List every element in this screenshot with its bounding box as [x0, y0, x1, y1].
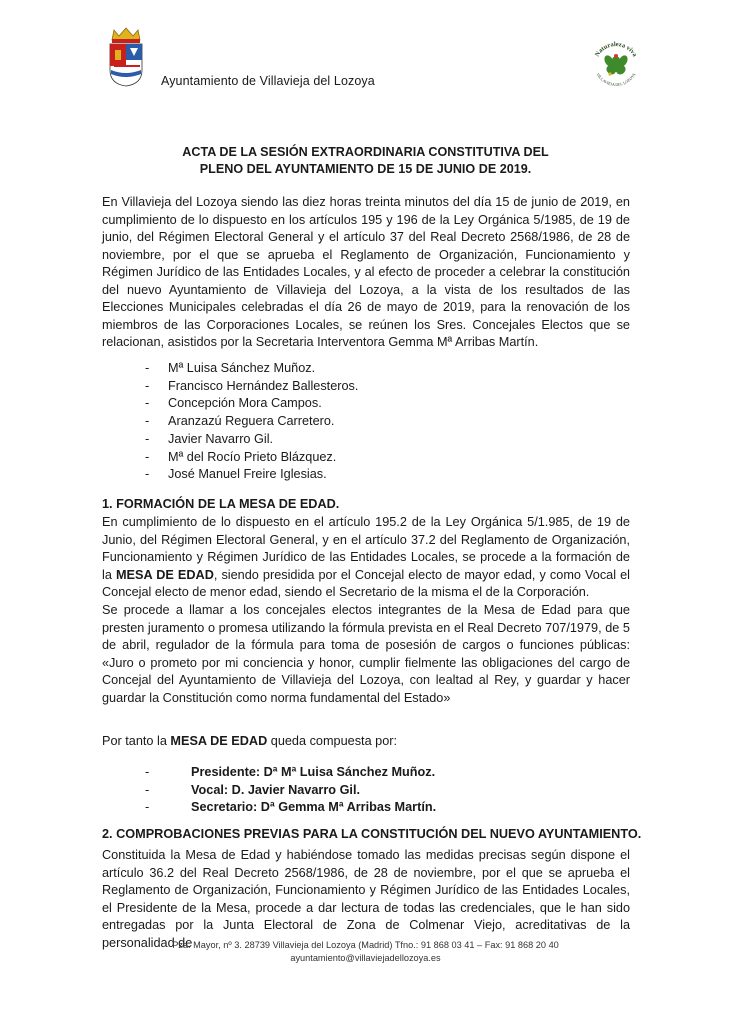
page-footer [0, 939, 731, 964]
councillor-name: Javier Navarro Gil. [168, 431, 274, 446]
list-dash: - [145, 782, 150, 797]
section-1-paragraph-1 [102, 514, 630, 602]
section-2-text: Constituida la Mesa de Edad y habiéndose tomado las medidas precisas según dispone el artículo 36.2 del Real Decreto 2568/1986, de 28 de noviembre, por el que se aprueba el Reglamento de Organización, Funcionamiento y Régimen Jurídico de las Entidades Locales, el Presidente de la Mesa, procede a dar lectura de todas las credenciales, que le han sido entregadas por la Junta Electoral de Zona de Colmenar Viejo, acreditativas de la personalidad de [102, 848, 630, 950]
svg-text:VILLAVIEJA DEL LOZOYA [595, 72, 636, 87]
section-1-heading: 1. FORMACIÓN DE LA MESA DE EDAD. [102, 497, 340, 511]
list-item [145, 378, 358, 396]
naturaleza-viva-logo [586, 34, 646, 94]
list-item [145, 466, 358, 484]
mesa-de-edad-bold: MESA DE EDAD [115, 567, 214, 582]
text-run: Por tanto la [102, 734, 171, 748]
list-item [145, 764, 436, 782]
footer-email: ayuntamiento@villaviejadellozoya.es [290, 952, 441, 963]
list-dash: - [145, 467, 150, 482]
member-text: Secretario: Dª Gemma Mª Arribas Martín. [191, 800, 437, 815]
list-item [145, 413, 358, 431]
list-dash: - [145, 378, 150, 393]
section-2-heading: 2. COMPROBACIONES PREVIAS PARA LA CONSTITUCIÓN DEL NUEVO AYUNTAMIENTO. [102, 827, 642, 841]
section-1-paragraph-3 [102, 733, 630, 751]
list-item [145, 799, 436, 817]
section-2-paragraph-1 [102, 847, 630, 952]
header-title: Ayuntamiento de Villavieja del Lozoya [161, 74, 375, 88]
councillor-name: Francisco Hernández Ballesteros. [168, 378, 359, 393]
list-dash: - [145, 449, 150, 464]
councillor-name: Concepción Mora Campos. [168, 396, 322, 411]
document-title [0, 144, 731, 177]
list-item [145, 431, 358, 449]
text-run: , siendo presidida por el Concejal electo de mayor edad, y como Vocal el Concejal electo de menor edad, siendo el Secretario de la misma el de la Corporación. [102, 567, 630, 599]
list-item [145, 360, 358, 378]
list-dash: - [145, 414, 150, 429]
member-text: Vocal: D. Javier Navarro Gil. [191, 782, 361, 797]
logo-arc-text-bottom: VILLAVIEJA DEL LOZOYA [595, 71, 637, 88]
intro-text: En Villavieja del Lozoya siendo las diez horas treinta minutos del día 15 de junio de 2019, en cumplimiento de lo dispuesto en los artículos 195 y 196 de la Ley Orgánica 5/1985, de 19 de junio, del Régimen Electoral General y el artículo 37 del Real Decreto 2568/1986, de 28 de noviembre, por el que se aprueba el Reglamento de Organización, Funcionamiento y Régimen Jurídico de las Entidades Locales, y al efecto de proceder a celebrar la constitución del nuevo Ayuntamiento de Villavieja del Lozoya, a la vista de los resultados de las Elecciones Municipales celebradas el día 26 de mayo de 2019, para la renovación de los miembros de las Corporaciones Locales, se reúnen los Sres. Concejales Electos que se relacionan, asistidos por la Secretaria Interventora Gemma Mª Arribas Martín. [102, 195, 630, 349]
list-dash: - [145, 431, 150, 446]
list-dash: - [145, 765, 150, 779]
list-dash: - [145, 396, 150, 411]
list-dash: - [145, 361, 150, 375]
text-run: queda compuesta por: [267, 734, 398, 748]
list-item [145, 449, 358, 467]
section-1-paragraph-2 [102, 602, 630, 707]
title-line-1: ACTA DE LA SESIÓN EXTRAORDINARIA CONSTITUTIVA DEL [182, 145, 549, 159]
intro-paragraph [102, 194, 630, 352]
councillor-name: Mª del Rocío Prieto Blázquez. [168, 449, 337, 464]
list-dash: - [145, 800, 150, 815]
oath-text: Se procede a llamar a los concejales electos integrantes de la Mesa de Edad para que presten juramento o promesa utilizando la fórmula prevista en el Real Decreto 707/1979, de 5 de abril, regulador de la fórmula para toma de posesión de cargos o funciones públicas: «Juro o prometo por mi conciencia y honor, cumplir fielmente las obligaciones del cargo de Concejal del Ayuntamiento de Villavieja del Lozoya, con lealtad al Rey, y guardar y hacer guardar la Constitución como norma fundamental del Estado» [102, 603, 630, 705]
councillor-name: Mª Luisa Sánchez Muñoz. [168, 361, 316, 375]
mesa-members-list [145, 764, 436, 817]
mesa-de-edad-bold: MESA DE EDAD [170, 734, 268, 748]
councillors-list [145, 360, 358, 484]
footer-address: Pza. Mayor, nº 3. 28739 Villavieja del Lozoya (Madrid) Tfno.: 91 868 03 41 – Fax: 91 868 20 40 [172, 940, 559, 950]
title-line-2: PLENO DEL AYUNTAMIENTO DE 15 DE JUNIO DE 2019. [199, 161, 532, 176]
councillor-name: José Manuel Freire Iglesias. [168, 467, 327, 482]
list-item [145, 395, 358, 413]
member-text: Presidente: Dª Mª Luisa Sánchez Muñoz. [191, 765, 436, 779]
councillor-name: Aranzazú Reguera Carretero. [168, 414, 335, 429]
logo-arc-text-top: Naturaleza viva [593, 40, 639, 59]
municipal-crest-logo [106, 26, 146, 88]
text-run: En cumplimiento de lo dispuesto en el artículo 195.2 de la Ley Orgánica 5/1.985, de 19 de Junio, del Régimen Electoral General, y en el artículo 37.2 del Reglamento de Organización, Funcionamiento y Régimen Jurídico de las Entidades Locales, se procede a la formación de la [102, 515, 630, 582]
list-item [145, 782, 436, 800]
